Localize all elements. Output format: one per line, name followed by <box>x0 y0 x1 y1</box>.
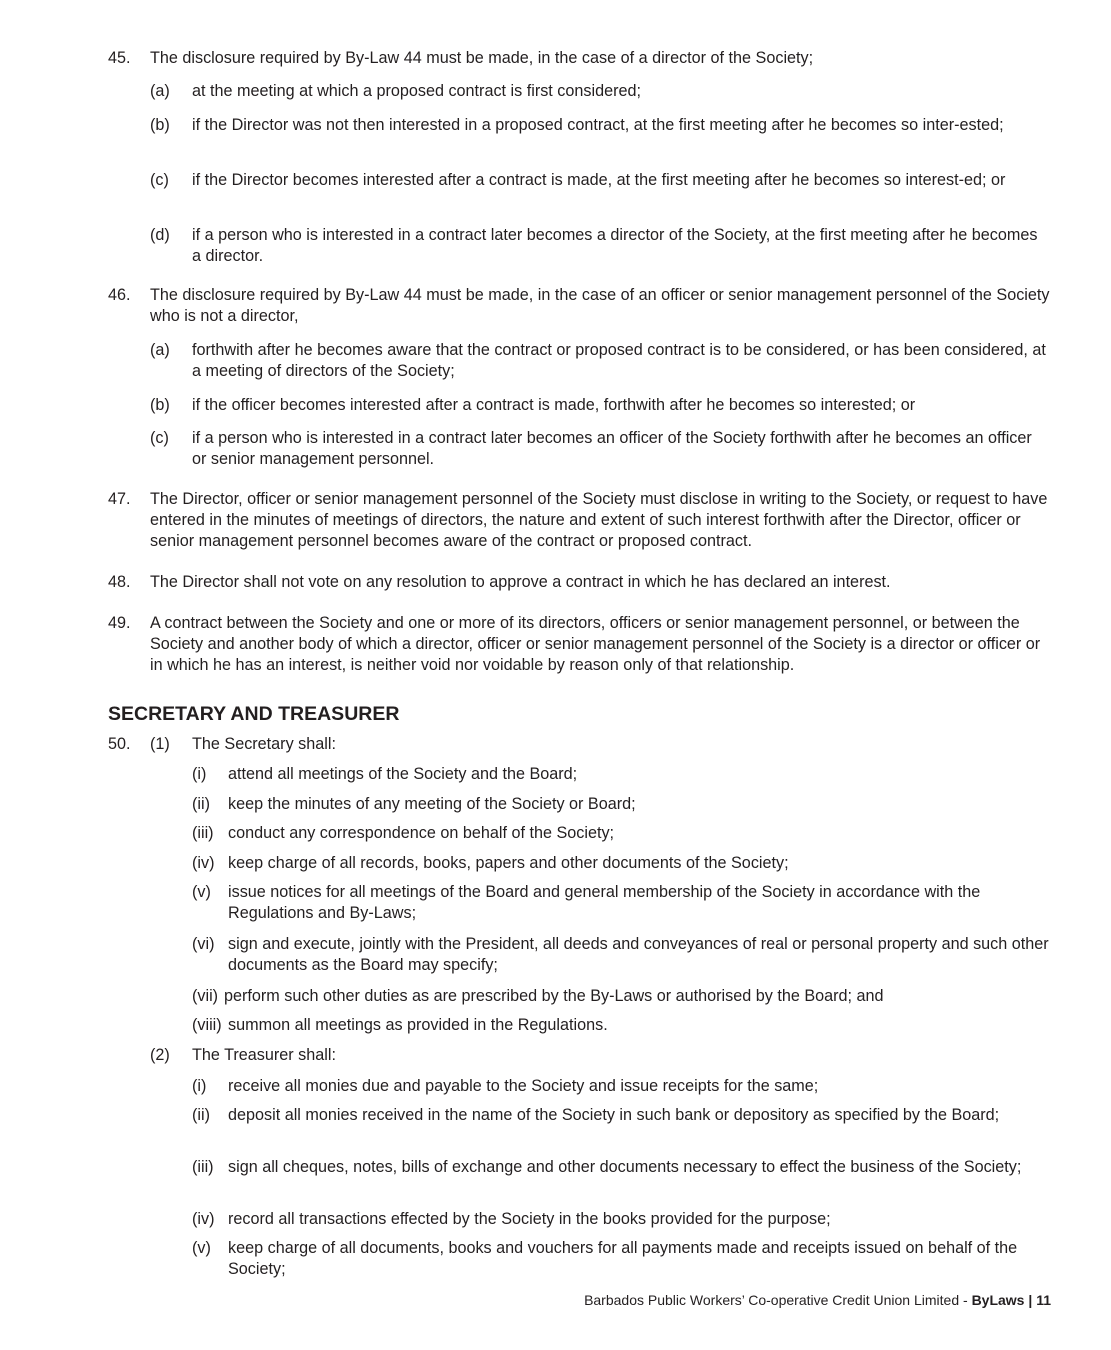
bylaw-text: The disclosure required by By-Law 44 must be made, in the case of an officer or senior management personnel of the Society who is not a director, <box>150 286 1050 325</box>
clause-text: if a person who is interested in a contract later becomes a director of the Society, at the first meeting after he becomes a director. <box>192 226 1038 265</box>
clause-label: (b) <box>150 116 170 134</box>
bylaw-47 <box>108 489 1050 552</box>
bylaw-number: 46. <box>108 286 131 304</box>
duty-text: deposit all monies received in the name of the Society in such bank or depository as specified by the Board; <box>228 1106 1000 1124</box>
duty-text: keep charge of all documents, books and vouchers for all payments made and receipts issued on behalf of the Society; <box>228 1239 1018 1278</box>
section-heading: SECRETARY AND TREASURER <box>108 703 400 725</box>
secretary-duty-vi <box>192 934 1052 976</box>
clause-label: (a) <box>150 341 170 359</box>
page-footer <box>584 1291 1051 1309</box>
duty-label: (iv) <box>192 1210 215 1228</box>
duty-text: receive all monies due and payable to the Society and issue receipts for the same; <box>228 1077 819 1095</box>
bylaw-46-b <box>150 395 1050 416</box>
treasurer-duty-iv <box>192 1209 1052 1230</box>
treasurer-duty-v <box>192 1238 1052 1280</box>
clause-label: (c) <box>150 429 169 447</box>
page-number: 11 <box>1036 1292 1051 1308</box>
treasurer-duty-i <box>192 1076 1052 1097</box>
duty-label: (vi) <box>192 935 215 953</box>
bylaw-45-c <box>150 170 1050 212</box>
treasurer-duty-iii <box>192 1157 1052 1199</box>
bylaw-46 <box>108 285 1050 327</box>
bylaw-49 <box>108 613 1050 676</box>
bylaw-45 <box>108 48 1058 69</box>
bylaw-50-secretary <box>108 734 1050 755</box>
subsection-intro: The Treasurer shall: <box>192 1046 336 1064</box>
clause-label: (a) <box>150 82 170 100</box>
bylaw-48 <box>108 572 1050 593</box>
clause-text: if the Director becomes interested after a contract is made, at the first meeting after he becomes so interest-ed; or <box>192 171 1006 189</box>
duty-text: sign all cheques, notes, bills of exchange and other documents necessary to effect the business of the Society; <box>228 1158 1022 1176</box>
clause-text: if the Director was not then interested in a proposed contract, at the first meeting after he becomes so inter-ested; <box>192 116 1004 134</box>
clause-label: (c) <box>150 171 169 189</box>
footer-separator: | <box>1024 1292 1037 1308</box>
bylaw-46-a <box>150 340 1050 382</box>
duty-label: (i) <box>192 1077 207 1095</box>
clause-text: at the meeting at which a proposed contract is first considered; <box>192 82 641 100</box>
duty-label: (viii) <box>192 1016 222 1034</box>
bylaw-text: The Director shall not vote on any resolution to approve a contract in which he has declared an interest. <box>150 573 891 591</box>
bylaw-number: 50. <box>108 735 131 753</box>
duty-text: attend all meetings of the Society and the Board; <box>228 765 578 783</box>
clause-text: forthwith after he becomes aware that the contract or proposed contract is to be considered, or has been considered, at a meeting of directors of the Society; <box>192 341 1046 380</box>
secretary-duty-ii <box>192 794 1052 815</box>
secretary-duty-vii <box>192 986 1052 1007</box>
duty-label: (iii) <box>192 1158 214 1176</box>
duty-label: (iv) <box>192 854 215 872</box>
clause-text: if a person who is interested in a contract later becomes an officer of the Society forthwith after he becomes an officer or senior management personnel. <box>192 429 1032 468</box>
duty-label: (ii) <box>192 795 210 813</box>
secretary-duty-v <box>192 882 1052 924</box>
bylaw-number: 47. <box>108 490 131 508</box>
duty-text: sign and execute, jointly with the President, all deeds and conveyances of real or personal property and such other documents as the Board may specify; <box>228 935 1049 974</box>
duty-label: (iii) <box>192 824 214 842</box>
duty-label: (ii) <box>192 1106 210 1124</box>
duty-text: perform such other duties as are prescribed by the By-Laws or authorised by the Board; and <box>224 987 884 1005</box>
bylaw-45-b <box>150 115 1050 157</box>
duty-text: keep charge of all records, books, papers and other documents of the Society; <box>228 854 789 872</box>
subsection-intro: The Secretary shall: <box>192 735 336 753</box>
duty-text: issue notices for all meetings of the Board and general membership of the Society in accordance with the Regulations and By-Laws; <box>228 883 981 922</box>
bylaw-text: A contract between the Society and one or more of its directors, officers or senior management personnel, or between the Society and another body of which a director, officer or senior management personnel of the Society is a director or officer or in which he has an interest, is neither void nor voidable by reason only of that relationship. <box>150 614 1041 674</box>
duty-text: record all transactions effected by the Society in the books provided for the purpose; <box>228 1210 831 1228</box>
clause-label: (d) <box>150 226 170 244</box>
duty-text: conduct any correspondence on behalf of the Society; <box>228 824 615 842</box>
bylaw-text: The disclosure required by By-Law 44 must be made, in the case of a director of the Society; <box>150 49 814 67</box>
bylaw-number: 49. <box>108 614 131 632</box>
secretary-duty-iii <box>192 823 1052 844</box>
footer-document-title: ByLaws <box>971 1292 1025 1308</box>
clause-text: if the officer becomes interested after a contract is made, forthwith after he becomes so interested; or <box>192 396 916 414</box>
bylaw-number: 45. <box>108 49 131 67</box>
duty-label: (v) <box>192 1239 211 1257</box>
bylaw-number: 48. <box>108 573 131 591</box>
subsection-label: (2) <box>150 1046 170 1064</box>
duty-text: summon all meetings as provided in the Regulations. <box>228 1016 608 1034</box>
duty-text: keep the minutes of any meeting of the Society or Board; <box>228 795 636 813</box>
bylaw-46-c <box>150 428 1050 470</box>
duty-label: (vii) <box>192 987 219 1005</box>
subsection-label: (1) <box>150 735 170 753</box>
duty-label: (v) <box>192 883 211 901</box>
footer-organization: Barbados Public Workers’ Co-operative Credit Union Limited - <box>584 1292 972 1308</box>
bylaw-45-a <box>150 81 1050 102</box>
secretary-duty-viii <box>192 1015 1052 1036</box>
secretary-duty-iv <box>192 853 1052 874</box>
bylaw-50-treasurer <box>150 1045 1050 1066</box>
duty-label: (i) <box>192 765 207 783</box>
bylaw-text: The Director, officer or senior management personnel of the Society must disclose in writing to the Society, or request to have entered in the minutes of meetings of directors, the nature and extent of such interest forthwith after the Director, officer or senior management personnel becomes aware of the contract or proposed contract. <box>150 490 1048 550</box>
treasurer-duty-ii <box>192 1105 1052 1147</box>
clause-label: (b) <box>150 396 170 414</box>
bylaw-45-d <box>150 225 1050 267</box>
secretary-duty-i <box>192 764 1052 785</box>
